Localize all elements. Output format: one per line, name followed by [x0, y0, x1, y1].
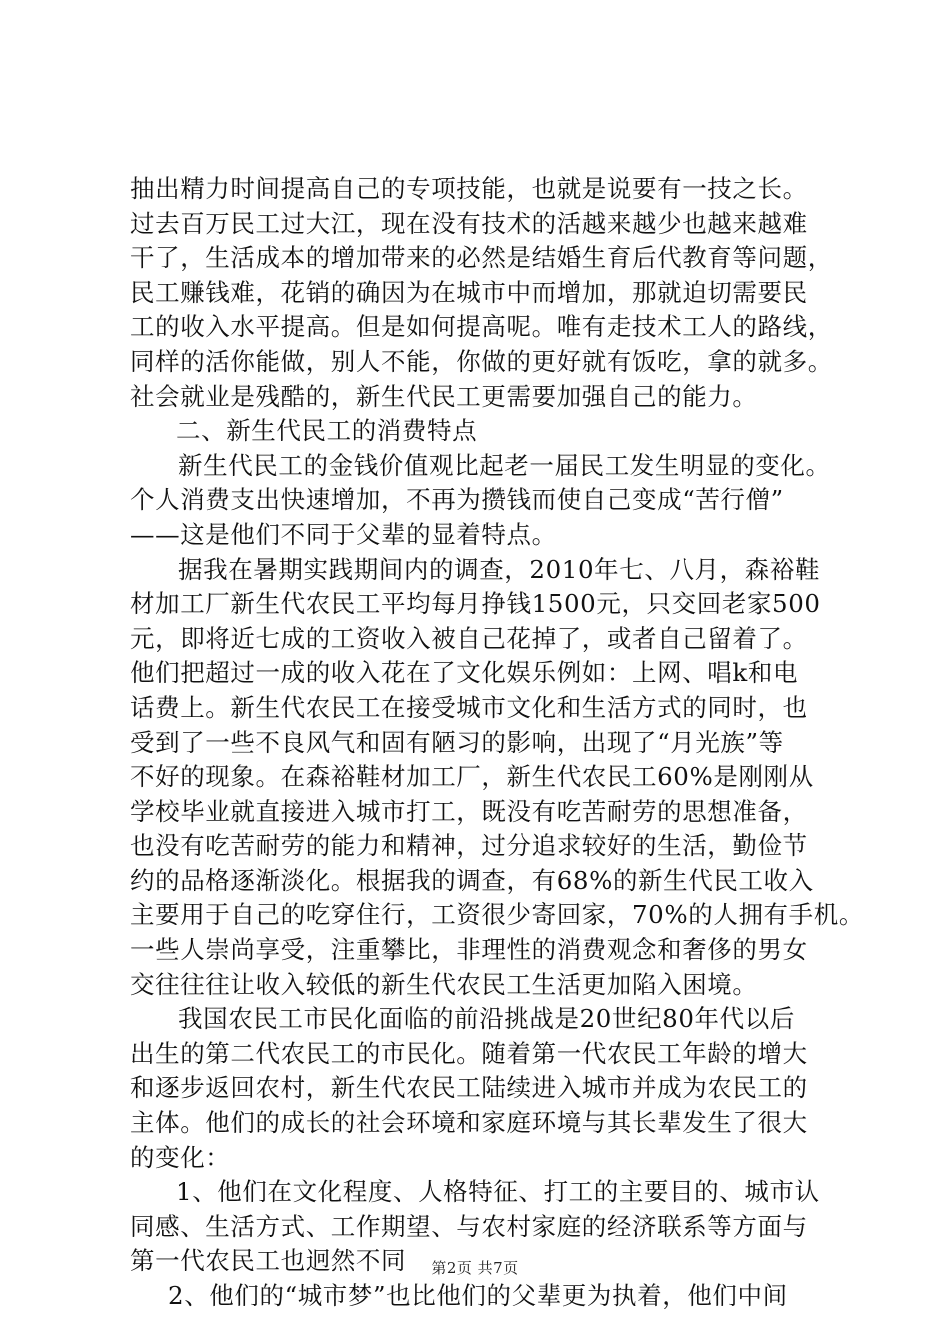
section-heading: 二、新生代民工的消费特点	[176, 416, 478, 446]
text-line: 的变化：	[130, 1142, 231, 1172]
list-item: 1、他们在文化程度、人格特征、打工的主要目的、城市认	[176, 1177, 820, 1207]
text-line: 出生的第二代农民工的市民化。随着第一代农民工年龄的增大	[130, 1038, 808, 1068]
text-line: 抽出精力时间提高自己的专项技能，也就是说要有一技之长。	[130, 174, 808, 203]
text-line: 话费上。新生代农民工在接受城市文化和生活方式的同时，也	[130, 692, 808, 722]
text-line: 同感、生活方式、工作期望、与农村家庭的经济联系等方面与	[130, 1211, 808, 1241]
text-line: 受到了一些不良风气和固有陋习的影响，出现了“月光族”等	[130, 727, 784, 757]
text-line: 他们把超过一成的收入花在了文化娱乐例如：上网、唱k和电	[130, 658, 799, 688]
text-line: 第一代农民工也迥然不同	[130, 1246, 407, 1276]
text-line: 交往往往让收入较低的新生代农民工生活更加陷入困境。	[130, 969, 758, 999]
text-line: 据我在暑期实践期间内的调查，2010年七、八月，森裕鞋	[178, 554, 821, 584]
text-line: 元，即将近七成的工资收入被自己花掉了，或者自己留着了。	[130, 623, 808, 653]
text-line: 也没有吃苦耐劳的能力和精神，过分追求较好的生活，勤俭节	[130, 831, 808, 861]
text-line: 和逐步返回农村，新生代农民工陆续进入城市并成为农民工的	[130, 1073, 808, 1103]
text-line: 过去百万民工过大江，现在没有技术的活越来越少也越来越难	[130, 208, 808, 238]
text-line: 干了，生活成本的增加带来的必然是结婚生育后代教育等问题，	[130, 243, 833, 273]
text-line: ——这是他们不同于父辈的显着特点。	[130, 519, 557, 549]
text-line: 新生代民工的金钱价值观比起老一届民工发生明显的变化。	[178, 450, 831, 480]
text-line: 一些人崇尚享受，注重攀比，非理性的消费观念和奢侈的男女	[130, 935, 808, 965]
text-line: 个人消费支出快速增加，不再为攒钱而使自己变成“苦行僧”	[130, 485, 784, 515]
text-line: 社会就业是残酷的，新生代民工更需要加强自己的能力。	[130, 381, 758, 411]
text-line: 主体。他们的成长的社会环境和家庭环境与其长辈发生了很大	[130, 1108, 808, 1138]
text-line: 工的收入水平提高。但是如何提高呢。唯有走技术工人的路线，	[130, 312, 833, 342]
text-line: 民工赚钱难，花销的确因为在城市中而增加，那就迫切需要民	[130, 277, 808, 307]
text-line: 约的品格逐渐淡化。根据我的调查，有68%的新生代民工收入	[130, 865, 814, 895]
text-line: 不好的现象。在森裕鞋材加工厂，新生代农民工60%是刚刚从	[130, 762, 814, 792]
text-line: 学校毕业就直接进入城市打工，既没有吃苦耐劳的思想准备，	[130, 796, 808, 826]
text-line: 材加工厂新生代农民工平均每月挣钱1500元，只交回老家500	[130, 589, 821, 619]
text-line: 同样的活你能做，别人不能，你做的更好就有饭吃，拿的就多。	[130, 346, 833, 376]
text-line: 我国农民工市民化面临的前沿挑战是20世纪80年代以后	[178, 1004, 795, 1034]
list-item: 2、他们的“城市梦”也比他们的父辈更为执着，他们中间	[168, 1281, 788, 1310]
page-footer: 第2页 共7页	[431, 1259, 519, 1277]
text-line: 主要用于自己的吃穿住行，工资很少寄回家，70%的人拥有手机。	[130, 900, 864, 930]
document-body	[130, 172, 864, 1314]
